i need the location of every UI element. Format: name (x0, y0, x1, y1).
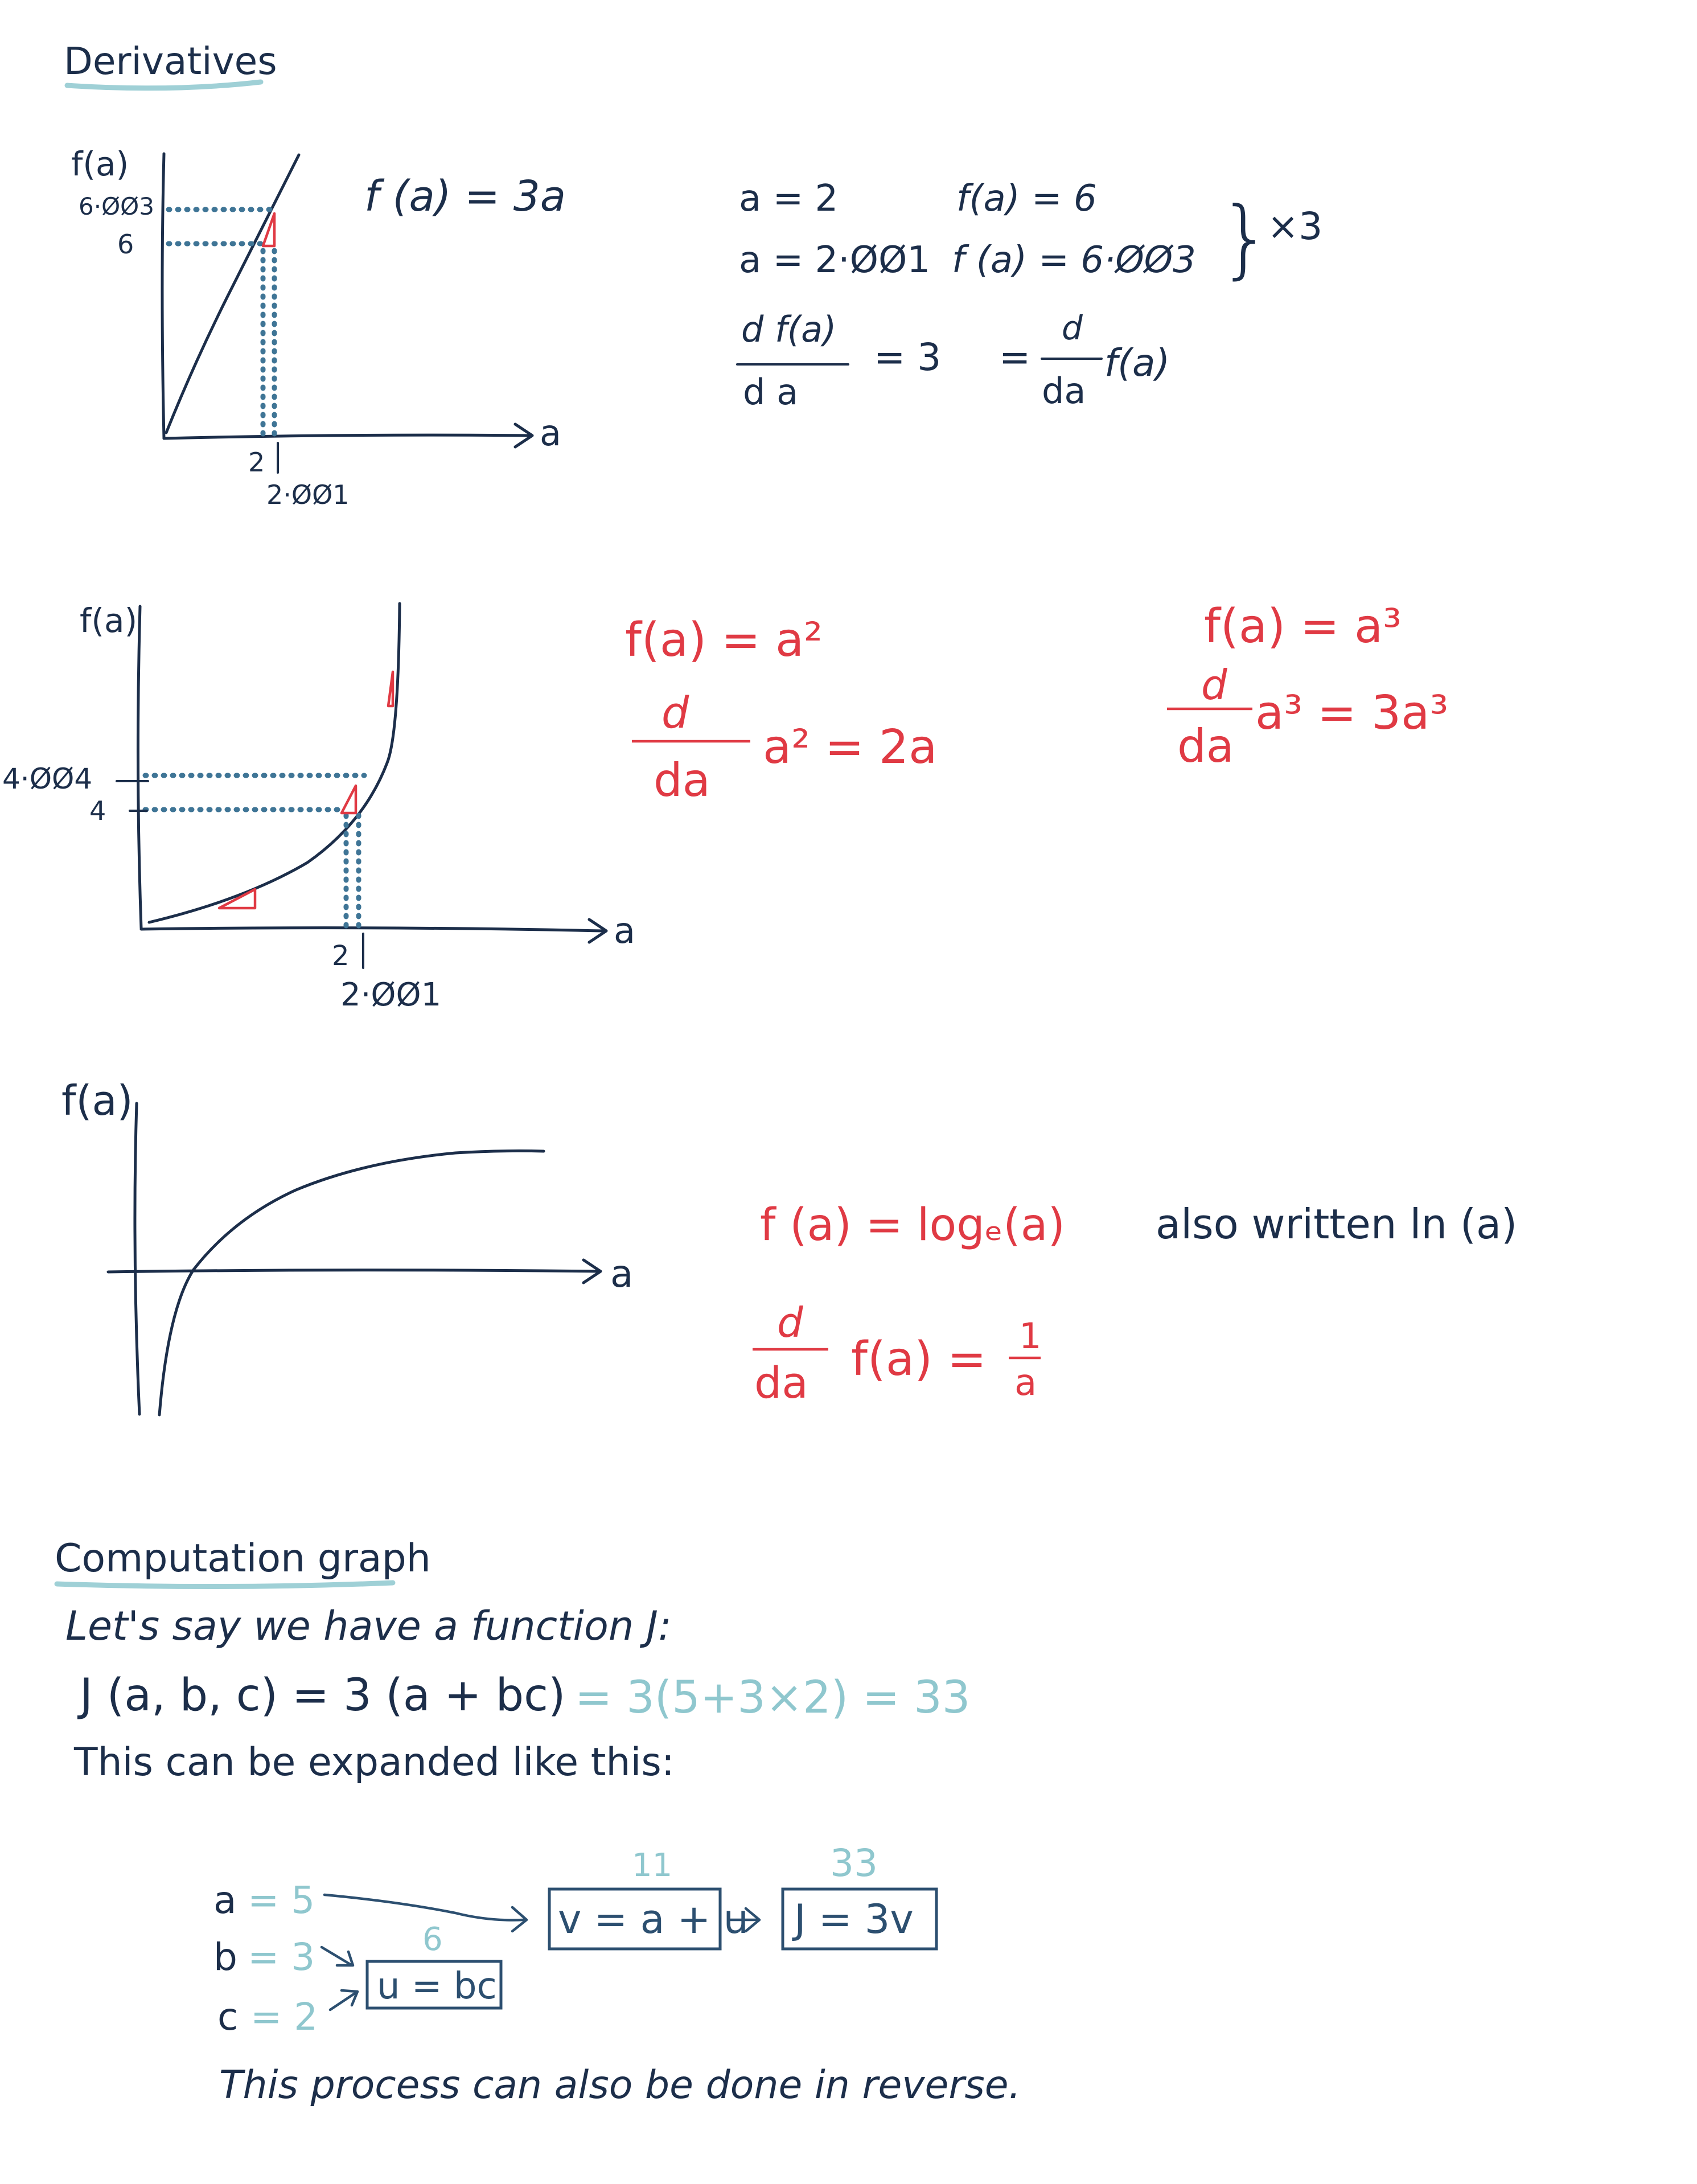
graph-linear-xlabel: a (540, 412, 561, 454)
graph-square-xtick-low: 2 (332, 940, 350, 972)
linear-alt-eq: = (999, 335, 1031, 379)
log-frac-num: 1 (1019, 1315, 1042, 1357)
log-deriv-den: da (754, 1357, 808, 1408)
graph-linear-slope-triangle (263, 214, 274, 246)
input-b-value: = 3 (248, 1935, 315, 1979)
graph-linear-x-axis (164, 435, 529, 438)
input-a-label: a (213, 1878, 237, 1922)
graph-log-ylabel: f(a) (61, 1077, 133, 1124)
computation-reverse-note: This process can also be done in reverse. (219, 2063, 1021, 2108)
node-j-value: 33 (830, 1841, 878, 1885)
node-j-label: J = 3v (794, 1896, 914, 1943)
input-b-label: b (213, 1935, 237, 1979)
node-u-label: u = bc (377, 1965, 497, 2008)
linear-brace: } (1218, 189, 1273, 288)
linear-deriv-num: d f(a) (741, 309, 837, 350)
cube-formula: f(a) = a³ (1204, 600, 1402, 654)
computation-graph (213, 1841, 936, 2039)
graph-square-triangle-low (219, 889, 255, 908)
square-deriv-den: da (654, 754, 710, 807)
computation-intro: Let's say we have a function J: (65, 1603, 672, 1649)
graph-square-xtick-high: 2·ØØ1 (340, 976, 442, 1013)
graph-square-ytick-low: 4 (89, 795, 106, 826)
linear-row2-a: a = 2·ØØ1 (739, 239, 931, 281)
graph-log-xlabel: a (610, 1252, 634, 1296)
graph-square-ytick-high: 4·ØØ4 (2, 762, 93, 795)
graph-square-triangle-mid (342, 786, 356, 813)
graph-square (2, 601, 635, 1013)
log-formula: f (a) = logₑ(a) (760, 1200, 1065, 1251)
node-u-value: 6 (422, 1921, 443, 1958)
computation-expand-note: This can be expanded like this: (74, 1740, 675, 1785)
node-v-label: v = a + u (558, 1896, 749, 1943)
graph-square-ylabel: f(a) (80, 601, 138, 640)
linear-row1-a: a = 2 (739, 178, 839, 220)
square-formula: f(a) = a² (625, 613, 823, 667)
square-deriv-rhs: a² = 2a (763, 720, 938, 774)
graph-square-x-axis (141, 928, 603, 931)
log-deriv-rhs: f(a) = (851, 1332, 987, 1386)
linear-alt-f: f(a) (1104, 341, 1170, 385)
cube-deriv-rhs: a³ = 3a³ (1255, 686, 1449, 740)
square-deriv-num: d (661, 687, 689, 738)
graph-linear-xtick-low: 2 (248, 447, 265, 478)
computation-function: J (a, b, c) = 3 (a + bc) (80, 1670, 566, 1721)
arrow-c-to-u (330, 1993, 356, 2010)
input-a-value: = 5 (248, 1878, 315, 1922)
graph-log-curve (159, 1151, 544, 1415)
graph-square-triangle-high (388, 672, 393, 706)
node-v-value: 11 (632, 1847, 673, 1884)
graph-linear-y-axis (162, 154, 164, 438)
graph-linear-xtick-high: 2·ØØ1 (266, 479, 350, 510)
cube-deriv-num: d (1201, 661, 1227, 709)
log-also-written: also written ln (a) (1156, 1200, 1518, 1248)
linear-alt-num: d (1062, 309, 1083, 347)
graph-square-y-axis (138, 606, 141, 928)
linear-deriv-eq: = 3 (874, 335, 942, 379)
arrow-a-to-v (324, 1895, 524, 1920)
linear-times-three: ×3 (1267, 204, 1323, 248)
derivatives-title: Derivatives (64, 39, 277, 83)
graph-linear-formula: f (a) = 3a (364, 172, 566, 221)
input-c-value: = 2 (250, 1995, 318, 2039)
graph-linear-ytick-high: 6·ØØ3 (79, 192, 154, 220)
linear-derivative-notes (737, 178, 1322, 413)
linear-deriv-den: d a (743, 371, 799, 413)
linear-row1-f: f(a) = 6 (956, 178, 1097, 220)
graph-log (61, 1077, 633, 1415)
log-notes (753, 1200, 1517, 1408)
linear-alt-den: da (1042, 370, 1086, 412)
log-frac-den: a (1014, 1362, 1037, 1404)
computation-title-underline (57, 1583, 393, 1587)
input-c-label: c (217, 1995, 239, 2039)
graph-linear-ytick-low: 6 (117, 229, 134, 260)
computation-title: Computation graph (55, 1536, 431, 1581)
power-rule-notes (625, 600, 1448, 807)
cube-deriv-den: da (1177, 720, 1234, 773)
computation-function-eval: = 3(5+3×2) = 33 (575, 1672, 971, 1723)
graph-log-x-axis (108, 1270, 598, 1272)
graph-square-xlabel: a (614, 910, 635, 951)
graph-square-curve (149, 604, 400, 922)
graph-linear (71, 145, 566, 510)
graph-linear-curve (166, 155, 299, 433)
graph-log-y-axis (135, 1103, 139, 1414)
graph-linear-ylabel: f(a) (71, 145, 129, 183)
log-deriv-num: d (777, 1299, 803, 1346)
arrow-b-to-u (322, 1947, 350, 1964)
linear-row2-f: f (a) = 6·ØØ3 (952, 239, 1196, 281)
